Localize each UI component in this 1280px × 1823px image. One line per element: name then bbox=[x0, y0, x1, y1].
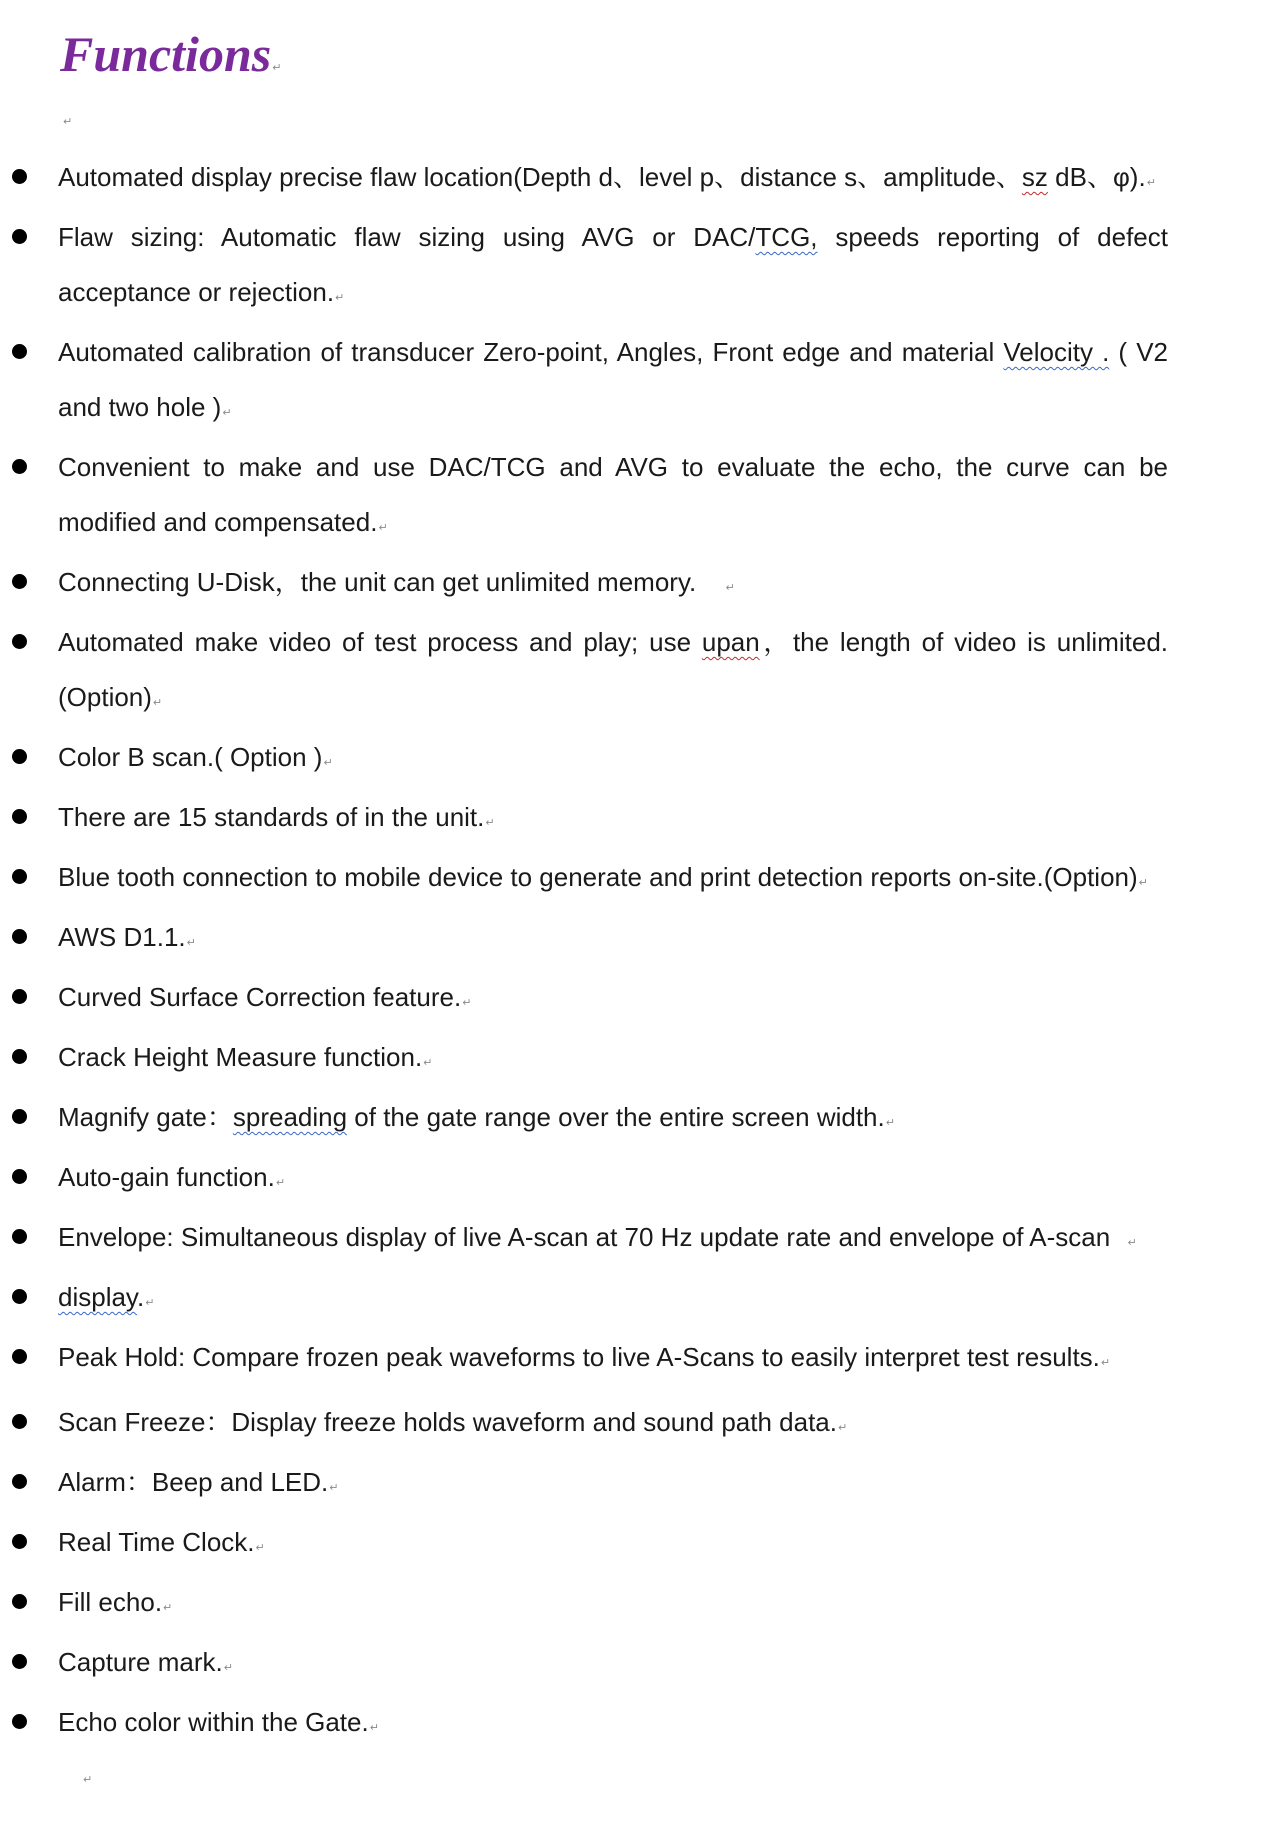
paragraph-mark-icon: ↵ bbox=[1100, 1356, 1111, 1369]
end-paragraph bbox=[82, 1770, 92, 1788]
paragraph-mark-icon: ↵ bbox=[145, 1296, 155, 1309]
list-item: Connecting U-Disk，the unit can get unlimited memory. ↵ bbox=[0, 555, 1168, 615]
paragraph-mark-icon: ↵ bbox=[423, 1056, 433, 1069]
paragraph-mark-icon: ↵ bbox=[1146, 176, 1156, 189]
bullet-icon bbox=[12, 809, 27, 824]
list-item: Flaw sizing: Automatic flaw sizing using AVG or DAC/TCG, speeds reporting of defect acceptance or rejection.↵ bbox=[0, 210, 1168, 325]
bullet-icon bbox=[12, 1594, 27, 1609]
list-item: Curved Surface Correction feature.↵ bbox=[0, 970, 1168, 1030]
list-item: Magnify gate：spreading of the gate range over the entire screen width.↵ bbox=[0, 1090, 1168, 1150]
bullet-icon bbox=[12, 749, 27, 764]
spellcheck-flag: sz bbox=[1021, 162, 1048, 192]
paragraph-mark-icon: ↵ bbox=[1127, 1236, 1137, 1249]
grammar-flag: display bbox=[58, 1282, 138, 1312]
list-item: Capture mark.↵ bbox=[0, 1635, 1168, 1695]
bullet-icon bbox=[12, 929, 27, 944]
paragraph-mark-icon: ↵ bbox=[725, 581, 735, 594]
bullet-icon bbox=[12, 1654, 27, 1669]
list-item: There are 15 standards of in the unit.↵ bbox=[0, 790, 1168, 850]
paragraph-mark-icon: ↵ bbox=[485, 816, 495, 829]
list-item: Peak Hold: Compare frozen peak waveforms to live A-Scans to easily interpret test results.↵ bbox=[0, 1330, 1208, 1390]
paragraph-mark-icon: ↵ bbox=[885, 1116, 895, 1129]
document-title: Functions↵ bbox=[60, 26, 282, 82]
paragraph-mark-icon: ↵ bbox=[1138, 876, 1148, 889]
list-item: Blue tooth connection to mobile device to generate and print detection reports on-site.(Option)↵ bbox=[0, 850, 1168, 910]
list-item: Automated make video of test process and play; use upan，the length of video is unlimited.(Option)↵ bbox=[0, 615, 1168, 730]
list-item: Envelope: Simultaneous display of live A-scan at 70 Hz update rate and envelope of A-scan ↵ bbox=[0, 1210, 1208, 1270]
paragraph-mark-icon: ↵ bbox=[83, 1773, 93, 1786]
bullet-icon bbox=[12, 169, 27, 184]
bullet-icon bbox=[12, 989, 27, 1004]
paragraph-mark-icon: ↵ bbox=[462, 996, 472, 1009]
paragraph-mark-icon: ↵ bbox=[837, 1421, 848, 1434]
list-item: Scan Freeze：Display freeze holds waveform and sound path data.↵ bbox=[0, 1395, 1168, 1455]
bullet-icon bbox=[12, 869, 27, 884]
paragraph-mark-icon: ↵ bbox=[378, 521, 388, 534]
bullet-icon bbox=[12, 1474, 27, 1489]
empty-paragraph bbox=[62, 112, 72, 130]
bullet-icon bbox=[12, 1049, 27, 1064]
bullet-icon bbox=[12, 459, 27, 474]
paragraph-mark-icon: ↵ bbox=[323, 756, 333, 769]
paragraph-mark-icon: ↵ bbox=[335, 291, 345, 304]
bullet-icon bbox=[12, 344, 27, 359]
paragraph-mark-icon: ↵ bbox=[255, 1541, 265, 1554]
bullet-icon bbox=[12, 1109, 27, 1124]
functions-list bbox=[0, 150, 1280, 1755]
bullet-icon bbox=[12, 229, 27, 244]
list-item: Crack Height Measure function.↵ bbox=[0, 1030, 1168, 1090]
list-item: Real Time Clock.↵ bbox=[0, 1515, 1168, 1575]
list-item: Color B scan.( Option )↵ bbox=[0, 730, 1168, 790]
list-item: display.↵ bbox=[0, 1270, 1168, 1330]
paragraph-mark-icon: ↵ bbox=[272, 61, 282, 74]
list-item: Auto-gain function.↵ bbox=[0, 1150, 1168, 1210]
bullet-icon bbox=[12, 1229, 27, 1244]
paragraph-mark-icon: ↵ bbox=[223, 1661, 233, 1674]
list-item: Fill echo.↵ bbox=[0, 1575, 1168, 1635]
bullet-icon bbox=[12, 1714, 27, 1729]
paragraph-mark-icon: ↵ bbox=[275, 1176, 286, 1189]
grammar-flag: Velocity . bbox=[1003, 337, 1110, 367]
list-item: AWS D1.1.↵ bbox=[0, 910, 1168, 970]
paragraph-mark-icon: ↵ bbox=[186, 936, 196, 949]
bullet-icon bbox=[12, 1169, 27, 1184]
paragraph-mark-icon: ↵ bbox=[329, 1481, 339, 1494]
paragraph-mark-icon: ↵ bbox=[369, 1721, 379, 1734]
list-item: Convenient to make and use DAC/TCG and AVG to evaluate the echo, the curve can be modified and compensated.↵ bbox=[0, 440, 1168, 555]
list-item: Automated display precise flaw location(Depth d、level p、distance s、amplitude、sz dB、φ).↵ bbox=[0, 150, 1168, 210]
grammar-flag: spreading bbox=[232, 1102, 348, 1132]
list-item: Alarm：Beep and LED.↵ bbox=[0, 1455, 1168, 1515]
bullet-icon bbox=[12, 1289, 27, 1304]
list-item: Automated calibration of transducer Zero-point, Angles, Front edge and material Velocity . ( V2 and two hole )↵ bbox=[0, 325, 1168, 440]
bullet-icon bbox=[12, 1414, 27, 1429]
paragraph-mark-icon: ↵ bbox=[163, 1601, 173, 1614]
paragraph-mark-icon: ↵ bbox=[152, 696, 163, 709]
bullet-icon bbox=[12, 634, 27, 649]
bullet-icon bbox=[12, 1349, 27, 1364]
spellcheck-flag: upan bbox=[701, 627, 760, 657]
grammar-flag: TCG, bbox=[755, 222, 818, 252]
paragraph-mark-icon: ↵ bbox=[222, 406, 232, 419]
bullet-icon bbox=[12, 574, 27, 589]
paragraph-mark-icon: ↵ bbox=[63, 115, 73, 128]
list-item: Echo color within the Gate.↵ bbox=[0, 1695, 1168, 1755]
bullet-icon bbox=[12, 1534, 27, 1549]
